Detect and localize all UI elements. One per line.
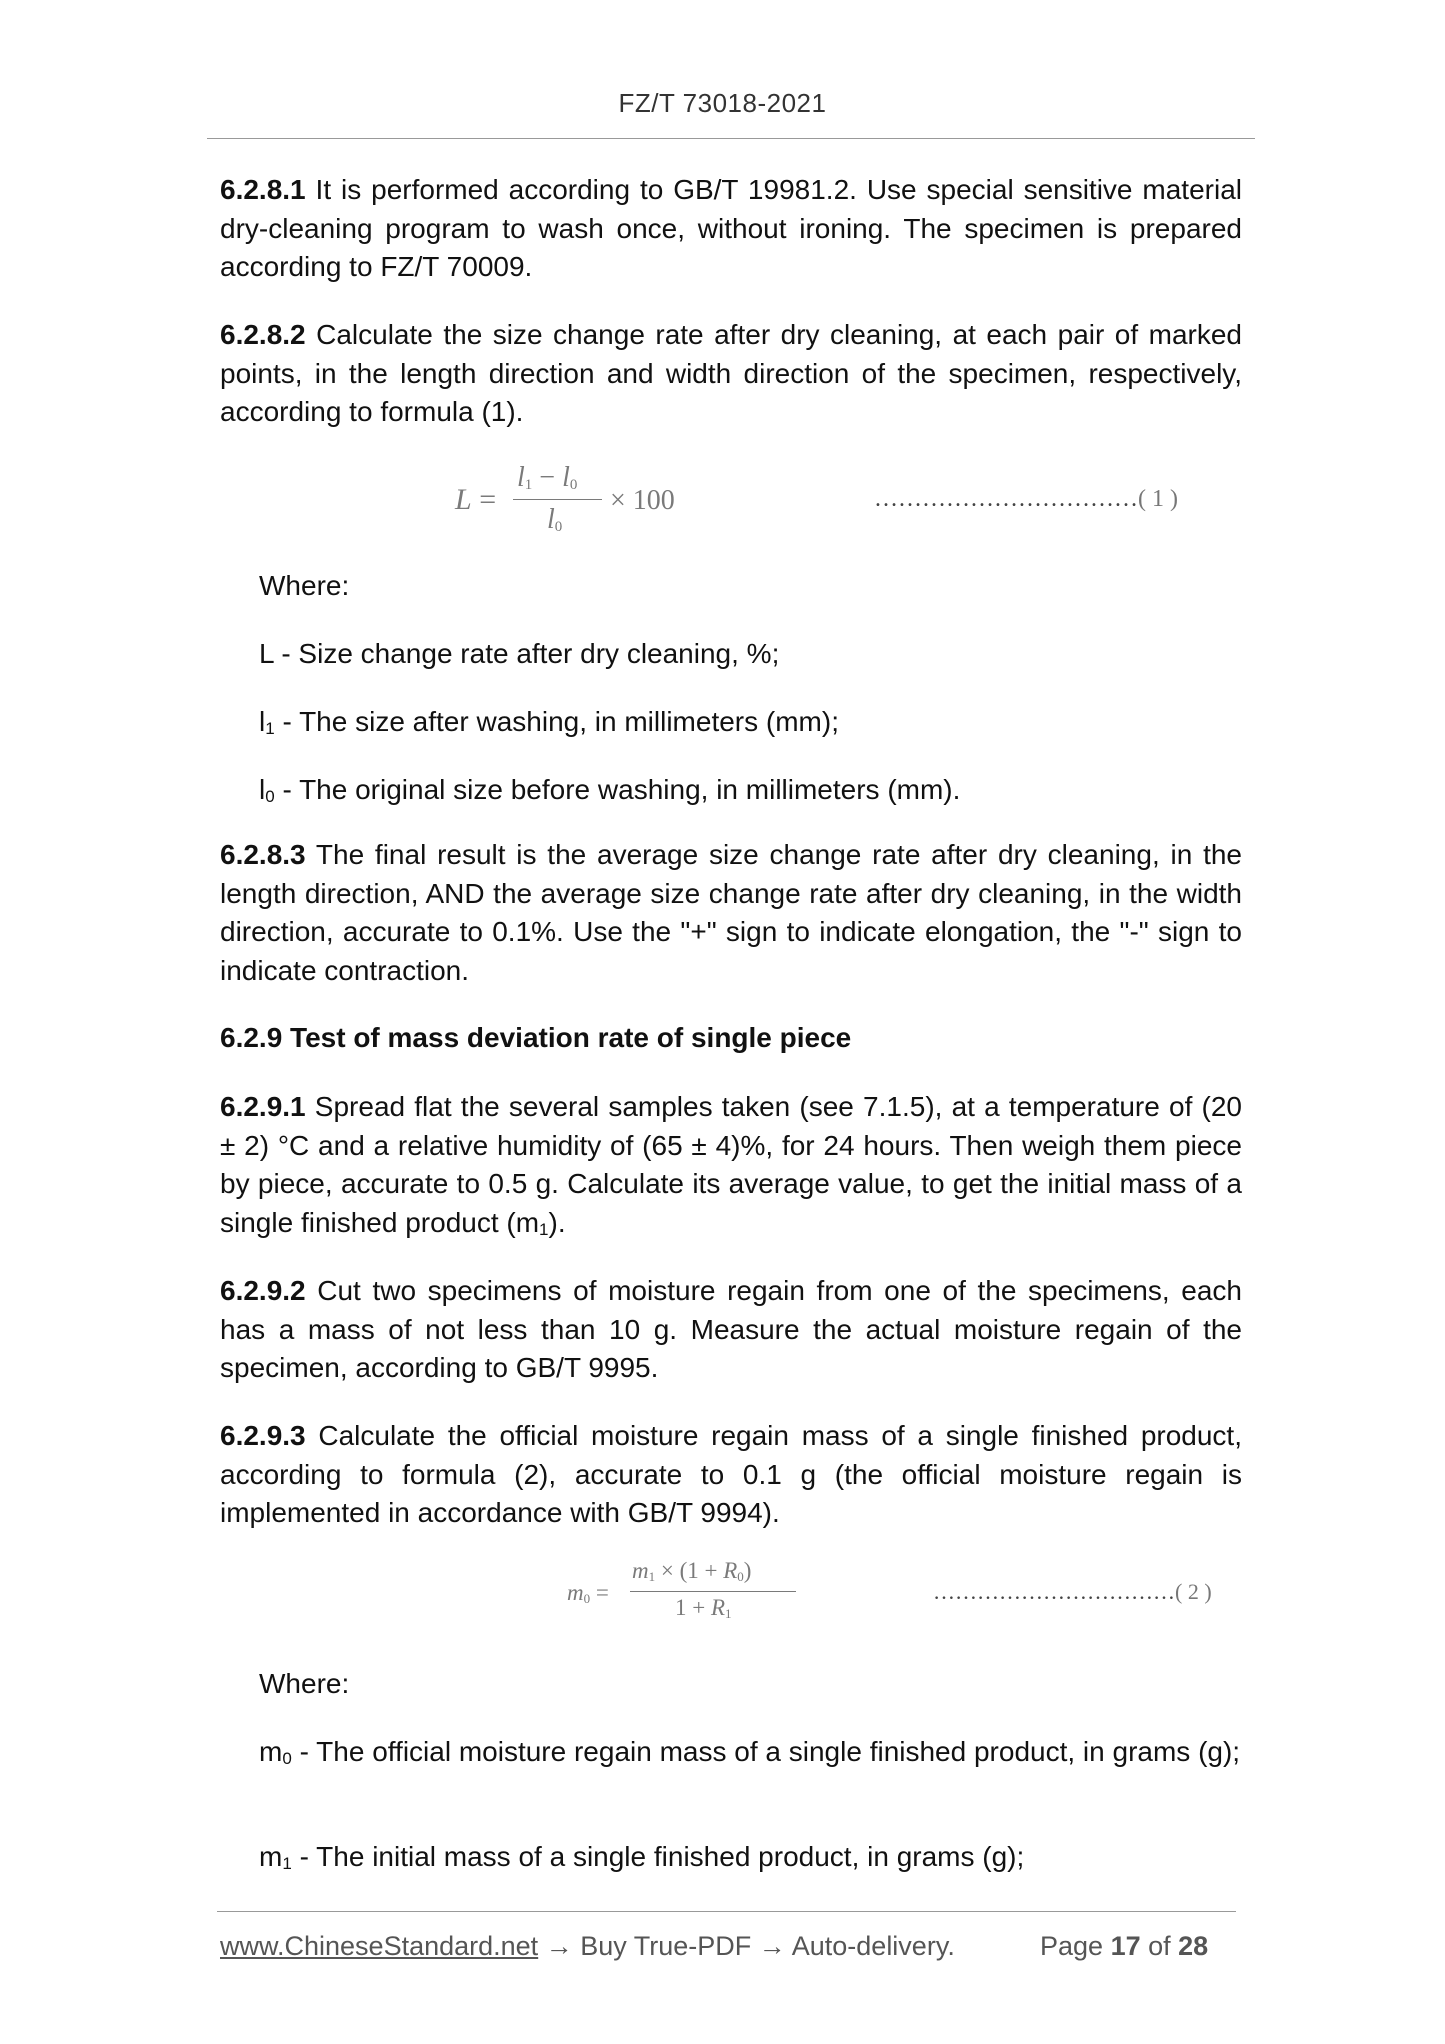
formula-2-number: ( 2 ) bbox=[1175, 1579, 1212, 1604]
paragraph-6-2-9-1: 6.2.9.1 Spread flat the several samples taken (see 7.1.5), at a temperature of (20 ± 2) °C and a relative humidity of (65 ± 4)%, for 24 hours. Then weigh them piece by piece, accurate to 0.5 g. Calculate its average value, to get the initial mass of a single finished product (m1). bbox=[220, 1091, 1242, 1239]
paragraph-6-2-8-3 bbox=[220, 836, 1242, 990]
website-link[interactable]: www.ChineseStandard.net bbox=[220, 1931, 539, 1961]
formula-2-lhs: m0 = bbox=[567, 1580, 609, 1606]
section-heading-6-2-9: 6.2.9 Test of mass deviation rate of single piece bbox=[220, 1022, 852, 1053]
formula-2-leader-dots: ……………………………( 2 ) bbox=[933, 1579, 1212, 1604]
paragraph-6-2-9-2 bbox=[220, 1272, 1242, 1388]
footer-promo bbox=[220, 1931, 955, 1962]
header-rule bbox=[207, 138, 1255, 139]
formula-1-number: ( 1 ) bbox=[1138, 486, 1178, 512]
variable-L: L - Size change rate after dry cleaning, %; bbox=[259, 638, 780, 669]
variable-l1: l1 - The size after washing, in millimeters (mm); bbox=[259, 706, 839, 738]
clause-text: Calculate the official moisture regain mass of a single finished product, according to formula (2), accurate to 0.1 g (the official moisture regain is implemented in accordance with GB/T 9994). bbox=[220, 1420, 1242, 1528]
formula-2-numerator: m1 × (1 + R0) bbox=[632, 1558, 752, 1584]
where-label-2: Where: bbox=[259, 1668, 350, 1699]
clause-text: Cut two specimens of moisture regain from one of the specimens, each has a mass of not less than 10 g. Measure the actual moisture regain of the specimen, according to GB/T 9995. bbox=[220, 1275, 1242, 1383]
promo-text: → Buy True-PDF → Auto-delivery. bbox=[538, 1931, 955, 1961]
variable-m0: m0 - The official moisture regain mass of a single finished product, in grams (g); bbox=[259, 1736, 1241, 1768]
clause-number: 6.2.8.2 bbox=[220, 319, 306, 350]
paragraph-6-2-9-3 bbox=[220, 1417, 1242, 1533]
paragraph-6-2-8-2 bbox=[220, 316, 1242, 432]
page-indicator: Page 17 of 28 bbox=[1040, 1931, 1209, 1961]
clause-number: 6.2.9.3 bbox=[220, 1420, 306, 1451]
variable-m1: m1 - The initial mass of a single finished product, in grams (g); bbox=[259, 1841, 1025, 1873]
clause-text: The final result is the average size change rate after dry cleaning, in the length direction, AND the average size change rate after dry cleaning, in the width direction, accurate to 0.1%. Use the "+" sign to indicate elongation, the "-" sign to indicate contraction. bbox=[220, 839, 1242, 986]
footer-rule bbox=[217, 1911, 1236, 1912]
clause-number: 6.2.9.1 bbox=[220, 1091, 306, 1122]
formula-2-fraction-bar bbox=[630, 1591, 796, 1592]
formula-1-numerator: l1 − l0 bbox=[517, 462, 578, 493]
document-code-header: FZ/T 73018-2021 bbox=[618, 88, 827, 118]
formula-2-denominator: 1 + R1 bbox=[675, 1595, 732, 1621]
formula-1-denominator: l0 bbox=[547, 504, 563, 535]
where-label-1: Where: bbox=[259, 570, 350, 601]
formula-1-lhs: L = bbox=[455, 483, 497, 516]
clause-text: It is performed according to GB/T 19981.2. Use special sensitive material dry-cleaning program to wash once, without ironing. The specimen is prepared according to FZ/T 70009. bbox=[220, 174, 1242, 282]
formula-1-fraction-bar bbox=[513, 499, 602, 500]
clause-number: 6.2.8.1 bbox=[220, 174, 306, 205]
current-page: 17 bbox=[1110, 1931, 1141, 1961]
clause-text: Calculate the size change rate after dry cleaning, at each pair of marked points, in the length direction and width direction of the specimen, respectively, according to formula (1). bbox=[220, 319, 1242, 427]
paragraph-6-2-8-1 bbox=[220, 171, 1242, 287]
formula-1-multiplier: × 100 bbox=[610, 485, 675, 516]
clause-number: 6.2.8.3 bbox=[220, 839, 306, 870]
variable-l0: l0 - The original size before washing, in millimeters (mm). bbox=[259, 774, 961, 806]
formula-1-leader-dots: ……………………………( 1 ) bbox=[874, 486, 1178, 512]
total-pages: 28 bbox=[1178, 1931, 1209, 1961]
clause-text: Spread flat the several samples taken (see 7.1.5), at a temperature of (20 ± 2) °C and a relative humidity of (65 ± 4)%, for 24 hours. Then weigh them piece by piece, accurate to 0.5 g. Calculate its average value, to get the initial mass of a single finished product (m bbox=[220, 1091, 1242, 1238]
clause-number: 6.2.9.2 bbox=[220, 1275, 306, 1306]
